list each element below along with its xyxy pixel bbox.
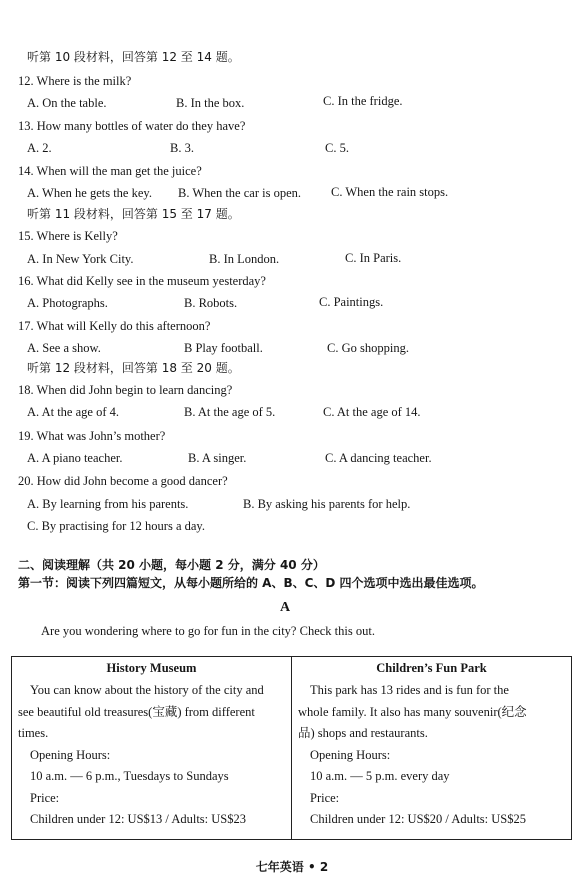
q14-option-a: A. When he gets the key. [27, 186, 152, 200]
q16-option-c: C. Paintings. [319, 295, 384, 309]
attractions-table [11, 656, 572, 840]
q15-option-a: A. In New York City. [27, 252, 134, 266]
museum-hours: 10 a.m. — 6 p.m., Tuesdays to Sundays [30, 769, 229, 783]
q19-option-c: C. A dancing teacher. [325, 451, 432, 465]
q18-option-a: A. At the age of 4. [27, 405, 119, 419]
museum-price: Children under 12: US$13 / Adults: US$23 [30, 812, 246, 826]
q13-option-c: C. 5. [325, 141, 349, 155]
q17-option-b: B Play football. [184, 341, 263, 355]
q19-option-a: A. A piano teacher. [27, 451, 123, 465]
q12-option-a: A. On the table. [27, 96, 107, 110]
q13-option-a: A. 2. [27, 141, 52, 155]
question-14: 14. When will the man get the juice? [18, 164, 202, 178]
question-18: 18. When did John begin to learn dancing? [18, 383, 233, 397]
q15-option-c: C. In Paris. [345, 251, 402, 265]
q20-option-b: B. By asking his parents for help. [243, 497, 411, 511]
museum-desc-3: times. [18, 726, 49, 740]
q12-option-c: C. In the fridge. [323, 94, 403, 108]
childrens-fun-park-ad [292, 657, 572, 840]
museum-price-label: Price: [30, 790, 60, 805]
page-footer: 七年英语 • 2 [255, 860, 329, 874]
question-20: 20. How did John become a good dancer? [18, 474, 228, 488]
museum-desc-1: You can know about the history of the city and [30, 683, 264, 697]
park-desc-3: 品) shops and restaurants. [298, 726, 428, 740]
park-hours-label: Opening Hours: [310, 747, 391, 762]
park-price-label: Price: [310, 790, 340, 805]
q15-option-b: B. In London. [209, 252, 280, 266]
park-desc-1: This park has 13 rides and is fun for the [310, 683, 509, 697]
reading-section-title: 二、阅读理解（共 20 小题，每小题 2 分，满分 40 分） [18, 558, 325, 572]
reading-part-instruction: 第一节：阅读下列四篇短文，从每小题所给的 A、B、C、D 四个选项中选出最佳选项。 [18, 576, 484, 590]
museum-title: History Museum [106, 661, 197, 675]
q17-option-c: C. Go shopping. [327, 341, 409, 355]
question-19: 19. What was John’s mother? [18, 429, 166, 443]
question-12: 12. Where is the milk? [18, 74, 132, 88]
q16-option-b: B. Robots. [184, 296, 238, 310]
q18-option-c: C. At the age of 14. [323, 405, 421, 419]
question-15: 15. Where is Kelly? [18, 229, 118, 243]
section-12-intro: 听第 12 段材料，回答第 18 至 20 题。 [27, 361, 240, 375]
question-16: 16. What did Kelly see in the museum yesterday? [18, 274, 266, 288]
section-11-intro: 听第 11 段材料，回答第 15 至 17 题。 [27, 207, 240, 221]
q19-option-b: B. A singer. [188, 451, 247, 465]
history-museum-ad [12, 657, 292, 840]
museum-desc-2: see beautiful old treasures(宝藏) from different [18, 704, 255, 719]
q17-option-a: A. See a show. [27, 341, 101, 355]
q20-option-c: C. By practising for 12 hours a day. [27, 519, 205, 533]
q14-option-b: B. When the car is open. [178, 186, 301, 200]
q12-option-b: B. In the box. [176, 96, 245, 110]
park-desc-2: whole family. It also has many souvenir(纪念 [298, 704, 527, 719]
q20-option-a: A. By learning from his parents. [27, 497, 189, 511]
q16-option-a: A. Photographs. [27, 296, 108, 310]
museum-hours-label: Opening Hours: [30, 747, 111, 762]
passage-intro: Are you wondering where to go for fun in the city? Check this out. [41, 624, 375, 638]
question-13: 13. How many bottles of water do they have? [18, 119, 246, 133]
q14-option-c: C. When the rain stops. [331, 185, 449, 199]
question-17: 17. What will Kelly do this afternoon? [18, 319, 211, 333]
q18-option-b: B. At the age of 5. [184, 405, 276, 419]
park-price: Children under 12: US$20 / Adults: US$25 [310, 812, 526, 826]
passage-letter: A [280, 600, 291, 615]
section-10-intro: 听第 10 段材料，回答第 12 至 14 题。 [27, 50, 240, 64]
q13-option-b: B. 3. [170, 141, 194, 155]
park-hours: 10 a.m. — 5 p.m. every day [310, 769, 450, 783]
park-title: Children’s Fun Park [376, 661, 487, 675]
